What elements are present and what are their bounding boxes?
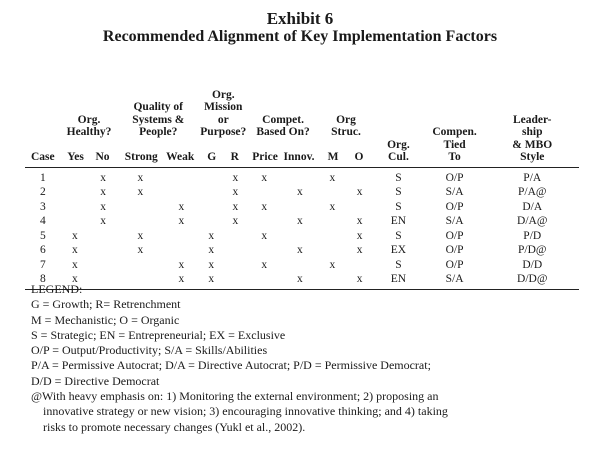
cell [199, 185, 223, 200]
cell: x [137, 171, 144, 184]
cell: x [71, 229, 78, 242]
cell [247, 243, 281, 258]
header-mission: Org. Mission or Purpose? G R [199, 76, 247, 167]
cell: x [329, 171, 336, 184]
table-row [25, 185, 579, 200]
cell: S/A [445, 186, 464, 198]
cell: P/D@ [518, 244, 547, 256]
cell: x [232, 200, 239, 213]
cell: x [71, 273, 78, 285]
header-org-healthy: Org. Healthy? Yes No [61, 76, 118, 167]
cell: x [232, 215, 239, 227]
cell: S/A [445, 215, 464, 227]
cell-case: 1 [39, 171, 46, 184]
cell: x [296, 244, 303, 256]
cell [223, 229, 247, 244]
cell [61, 200, 89, 215]
table-row [25, 214, 579, 229]
cell: x [178, 215, 185, 227]
cell: x [178, 200, 185, 213]
cell: P/D [523, 229, 542, 242]
cell: O/P [445, 258, 464, 271]
cell [319, 214, 346, 229]
cell [163, 185, 199, 200]
header-cul: Org. Cul. [373, 76, 423, 167]
cell: x [208, 229, 215, 242]
cell: EX [390, 244, 407, 256]
cell [199, 167, 223, 185]
cell: x [296, 186, 303, 198]
header-case: Case [25, 76, 61, 167]
cell: S [395, 186, 402, 198]
legend-line: O/P = Output/Productivity; S/A = Skills/Abilities [31, 343, 268, 358]
table-row [25, 167, 579, 185]
cell: x [296, 215, 303, 227]
table-row [25, 243, 579, 258]
cell [163, 229, 199, 244]
cell: x [137, 244, 144, 256]
cell [346, 258, 373, 273]
legend-line: M = Mechanistic; O = Organic [31, 312, 180, 327]
table-row [25, 229, 579, 244]
cell: x [296, 273, 303, 285]
cell: P/A [523, 171, 542, 184]
cell: O/P [445, 229, 464, 242]
cell [223, 258, 247, 273]
cell: x [261, 258, 268, 271]
header-quality: Quality of Systems & People? Strong Weak [117, 76, 199, 167]
cell [163, 167, 199, 185]
cell: x [261, 229, 268, 242]
cell-case: 7 [39, 258, 46, 271]
cell: S [395, 229, 402, 242]
cell: x [261, 200, 268, 213]
cell [319, 229, 346, 244]
cell [319, 243, 346, 258]
cell [247, 214, 281, 229]
cell [281, 229, 319, 244]
cell: x [356, 229, 363, 242]
cell [61, 214, 89, 229]
cell: x [356, 215, 363, 227]
cell: x [232, 186, 239, 198]
cell-case: 3 [39, 200, 46, 213]
cell: O/P [445, 244, 464, 256]
cell-case: 4 [39, 215, 46, 227]
cell-case: 6 [39, 244, 46, 256]
legend-heading: LEGEND: [31, 282, 83, 296]
cell [223, 243, 247, 258]
cell: S/A [445, 273, 464, 285]
cell [199, 200, 223, 215]
cell-case: 5 [39, 229, 46, 242]
cell: x [100, 171, 107, 184]
cell: x [208, 244, 215, 256]
cell: O/P [445, 200, 464, 213]
legend [31, 282, 591, 435]
exhibit-title: Recommended Alignment of Key Implementation Factors [102, 28, 498, 45]
table-body [25, 167, 579, 289]
cell: x [137, 229, 144, 242]
cell: x [100, 215, 107, 227]
cell [89, 229, 117, 244]
header-leadership: Leader- ship & MBO Style [486, 76, 579, 167]
cell [281, 258, 319, 273]
exhibit-number: Exhibit 6 [266, 9, 334, 28]
legend-line: P/A = Permissive Autocrat; D/A = Directive Autocrat; P/D = Permissive Democrat; [31, 358, 431, 373]
cell: EN [390, 273, 407, 285]
legend-line: G = Growth; R= Retrenchment [31, 297, 181, 312]
cell: x [100, 200, 107, 213]
legend-note: @With heavy emphasis on: 1) Monitoring the external environment; 2) proposing an [31, 389, 439, 404]
table-header [25, 76, 579, 167]
cell [61, 167, 89, 185]
cell [61, 185, 89, 200]
cell [117, 200, 163, 215]
cell: D/D [522, 258, 543, 271]
cell [117, 214, 163, 229]
cell-case: 8 [39, 273, 46, 285]
header-compen: Compen. Tied To [424, 76, 486, 167]
header-struc: Org Struc. M O [319, 76, 374, 167]
cell: x [329, 200, 336, 213]
cell: x [261, 171, 268, 184]
cell [163, 243, 199, 258]
cell: x [100, 186, 107, 198]
header-compet: Compet. Based On? Price Innov. [247, 76, 318, 167]
header-row [25, 76, 579, 167]
cell: x [208, 273, 215, 285]
cell: S [395, 171, 402, 184]
cell [281, 200, 319, 215]
cell [346, 167, 373, 185]
cell: EN [390, 215, 407, 227]
cell: x [208, 258, 215, 271]
cell: x [71, 244, 78, 256]
cell: x [329, 258, 336, 271]
table-row [25, 200, 579, 215]
cell: x [232, 171, 239, 184]
cell [199, 214, 223, 229]
cell [247, 185, 281, 200]
legend-note-continued: risks to promote necessary changes (Yukl et al., 2002). [43, 419, 306, 434]
legend-line: D/D = Directive Democrat [31, 373, 160, 388]
cell: D/A [522, 200, 543, 213]
cell: x [356, 244, 363, 256]
cell [319, 185, 346, 200]
cell: O/P [445, 171, 464, 184]
table-row [25, 258, 579, 273]
cell-case: 2 [39, 186, 46, 198]
cell [346, 200, 373, 215]
cell [89, 258, 117, 273]
cell: x [356, 186, 363, 198]
cell [89, 243, 117, 258]
cell: x [178, 273, 185, 285]
cell: x [356, 273, 363, 285]
cell: D/A@ [517, 215, 548, 227]
cell: P/A@ [518, 186, 547, 198]
cell: S [395, 258, 402, 271]
cell [117, 258, 163, 273]
legend-note-continued: innovative strategy or new vision; 3) encouraging innovative thinking; and 4) taking [43, 404, 448, 419]
cell: D/D@ [517, 273, 548, 285]
alignment-table [25, 76, 579, 290]
cell: x [71, 258, 78, 271]
cell [281, 167, 319, 185]
cell: S [395, 200, 402, 213]
cell: x [137, 186, 144, 198]
legend-line: S = Strategic; EN = Entrepreneurial; EX = Exclusive [31, 327, 286, 342]
cell: x [178, 258, 185, 271]
